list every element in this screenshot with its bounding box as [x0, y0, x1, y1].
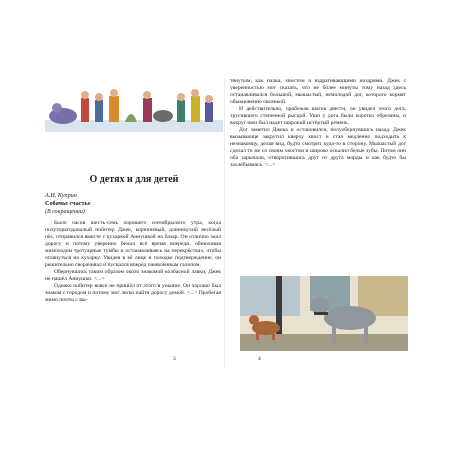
- right-page-text: [230, 78, 406, 169]
- left-page-text: [45, 220, 221, 304]
- paragraph: Дог заметил Джека и остановился, полуобернувшись назад. Джек вызывающе закрутил кверху хвост и стал медленно подходить к незнакомцу, делая вид, будто смотрит куда-то в сторону. Мышастый дог сделал то же со своим хвостом и широко оскалил белые зубы. Потом они оба зарычали, отворотившись друг от друга морды и как будто бы захлёбываясь. <...>: [230, 127, 406, 168]
- abridged-note: (В сокращении): [45, 209, 85, 215]
- story-title: Собачье счастье: [45, 200, 91, 207]
- page-number-right: 4: [258, 356, 261, 362]
- section-title: О детях и для детей: [89, 174, 179, 185]
- paragraph: тянутым, как палка, хвостом и вздрагивающими ноздрями, Джек с уверенностью мог сказать, что не более минуты тому назад здесь останавливался большой, мышастый, немолодой дог, которого кормят обыкновенно овсянкой.: [230, 78, 406, 105]
- book-gutter: [224, 78, 225, 368]
- right-page: [230, 78, 408, 368]
- paragraph: И действительно, пробежав шагов двести, он увидел этого дога, трусившего степенной рысцой. Уши у дога были коротко обрезаны, и вокруг шеи был надет широкий истёртый ремень.: [230, 106, 406, 126]
- story-author: А.И. Куприн: [45, 192, 77, 199]
- children-illustration: [45, 86, 223, 132]
- left-page: [45, 78, 223, 368]
- dogs-illustration: [228, 276, 408, 351]
- page-number-left: 3: [173, 356, 176, 362]
- paragraph: Однако пойнтер вовсе не пришёл от этого в уныние. Он хорошо был знаком с городом и потому мог легко найти дорогу домой. <...> Пробегая мимо почты с вы-: [45, 283, 221, 303]
- paragraph: Было часов шесть-семь хорошего сентябрьского утра, когда полуторагодовалый пойнтер Джек, коричневый, длинноухий весёлый пёс, отправился вместе с кухаркой Аннушкой на базар. Он отлично знал дорогу и потому уверенно бежал всё время впереди, обнюхивая мимоходом тротуарные тумбы и останавливаясь на перекрёстках, чтобы оглянуться на кухарку. Увидев в её лице и походке подтверждение, он решительно сворачивал и пускался вперёд оживлённым галопом.: [45, 220, 221, 268]
- paragraph: Обернувшись таким образом около знакомой колбасной лавки, Джек не нашёл Аннушки. <...>: [45, 269, 221, 282]
